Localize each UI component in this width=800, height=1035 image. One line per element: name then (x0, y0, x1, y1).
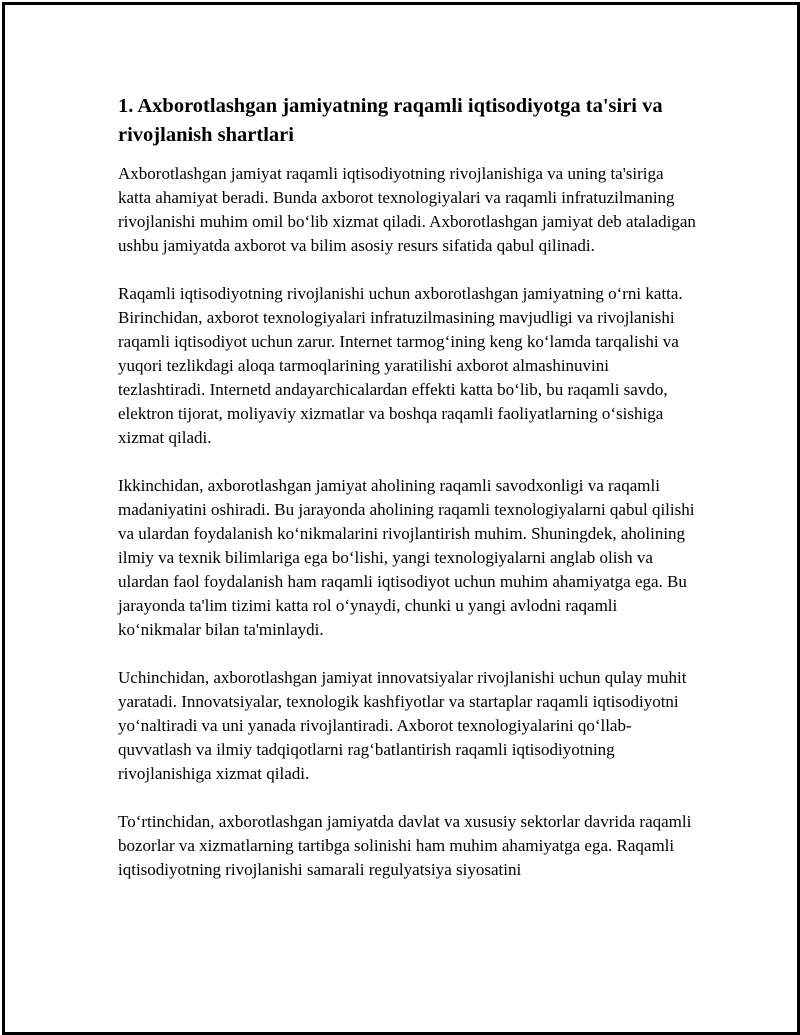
paragraph-second-point: Ikkinchidan, axborotlashgan jamiyat aholining raqamli savodxonligi va raqamli madaniyatini oshiradi. Bu jarayonda aholining raqamli texnologiyalarni qabul qilishi va ulardan foydalanish koʻnikmalarini rivojlantirish muhim. Shuningdek, aholining ilmiy va texnik bilimlariga ega boʻlishi, yangi texnologiyalarni anglab olish va ulardan faol foydalanish ham raqamli iqtisodiyot uchun muhim ahamiyatga ega. Bu jarayonda ta'lim tizimi katta rol oʻynaydi, chunki u yangi avlodni raqamli koʻnikmalar bilan ta'minlaydi. (118, 476, 695, 639)
paragraph-intro: Axborotlashgan jamiyat raqamli iqtisodiyotning rivojlanishiga va uning ta'siriga katta ahamiyat beradi. Bunda axborot texnologiyalari va raqamli infratuzilmaning rivojlanishi muhim omil boʻlib xizmat qiladi. Axborotlashgan jamiyat deb ataladigan ushbu jamiyatda axborot va bilim asosiy resurs sifatida qabul qilinadi. (118, 164, 696, 255)
document-body (118, 92, 698, 906)
paragraph-third-point: Uchinchidan, axborotlashgan jamiyat innovatsiyalar rivojlanishi uchun qulay muhit yaratadi. Innovatsiyalar, texnologik kashfiyotlar va startaplar raqamli iqtisodiyotni yoʻnaltiradi va uni yanada rivojlantiradi. Axborot texnologiyalarini qoʻllab-quvvatlash va ilmiy tadqiqotlarni ragʻbatlantirish raqamli iqtisodiyotning rivojlanishiga xizmat qiladi. (118, 668, 687, 783)
section-heading: 1. Axborotlashgan jamiyatning raqamli iqtisodiyotga ta'siri va rivojlanish shartlari (118, 95, 663, 146)
paragraph-fourth-point: Toʻrtinchidan, axborotlashgan jamiyatda davlat va xususiy sektorlar davrida raqamli bozorlar va xizmatlarning tartibga solinishi ham muhim ahamiyatga ega. Raqamli iqtisodiyotning rivojlanishi samarali regulyatsiya siyosatini (118, 812, 692, 879)
paragraph-first-point: Raqamli iqtisodiyotning rivojlanishi uchun axborotlashgan jamiyatning oʻrni katta. Birinchidan, axborot texnologiyalari infratuzilmasining mavjudligi va rivojlanishi raqamli iqtisodiyot uchun zarur. Internet tarmogʻining keng koʻlamda tarqalishi va yuqori tezlikdagi aloqa tarmoqlarining yaratilishi axborot almashinuvini tezlashtiradi. Internetd andayarchicalardan effekti katta boʻlib, bu raqamli savdo, elektron tijorat, moliyaviy xizmatlar va boshqa raqamli faoliyatlarning oʻsishiga xizmat qiladi. (118, 284, 683, 447)
